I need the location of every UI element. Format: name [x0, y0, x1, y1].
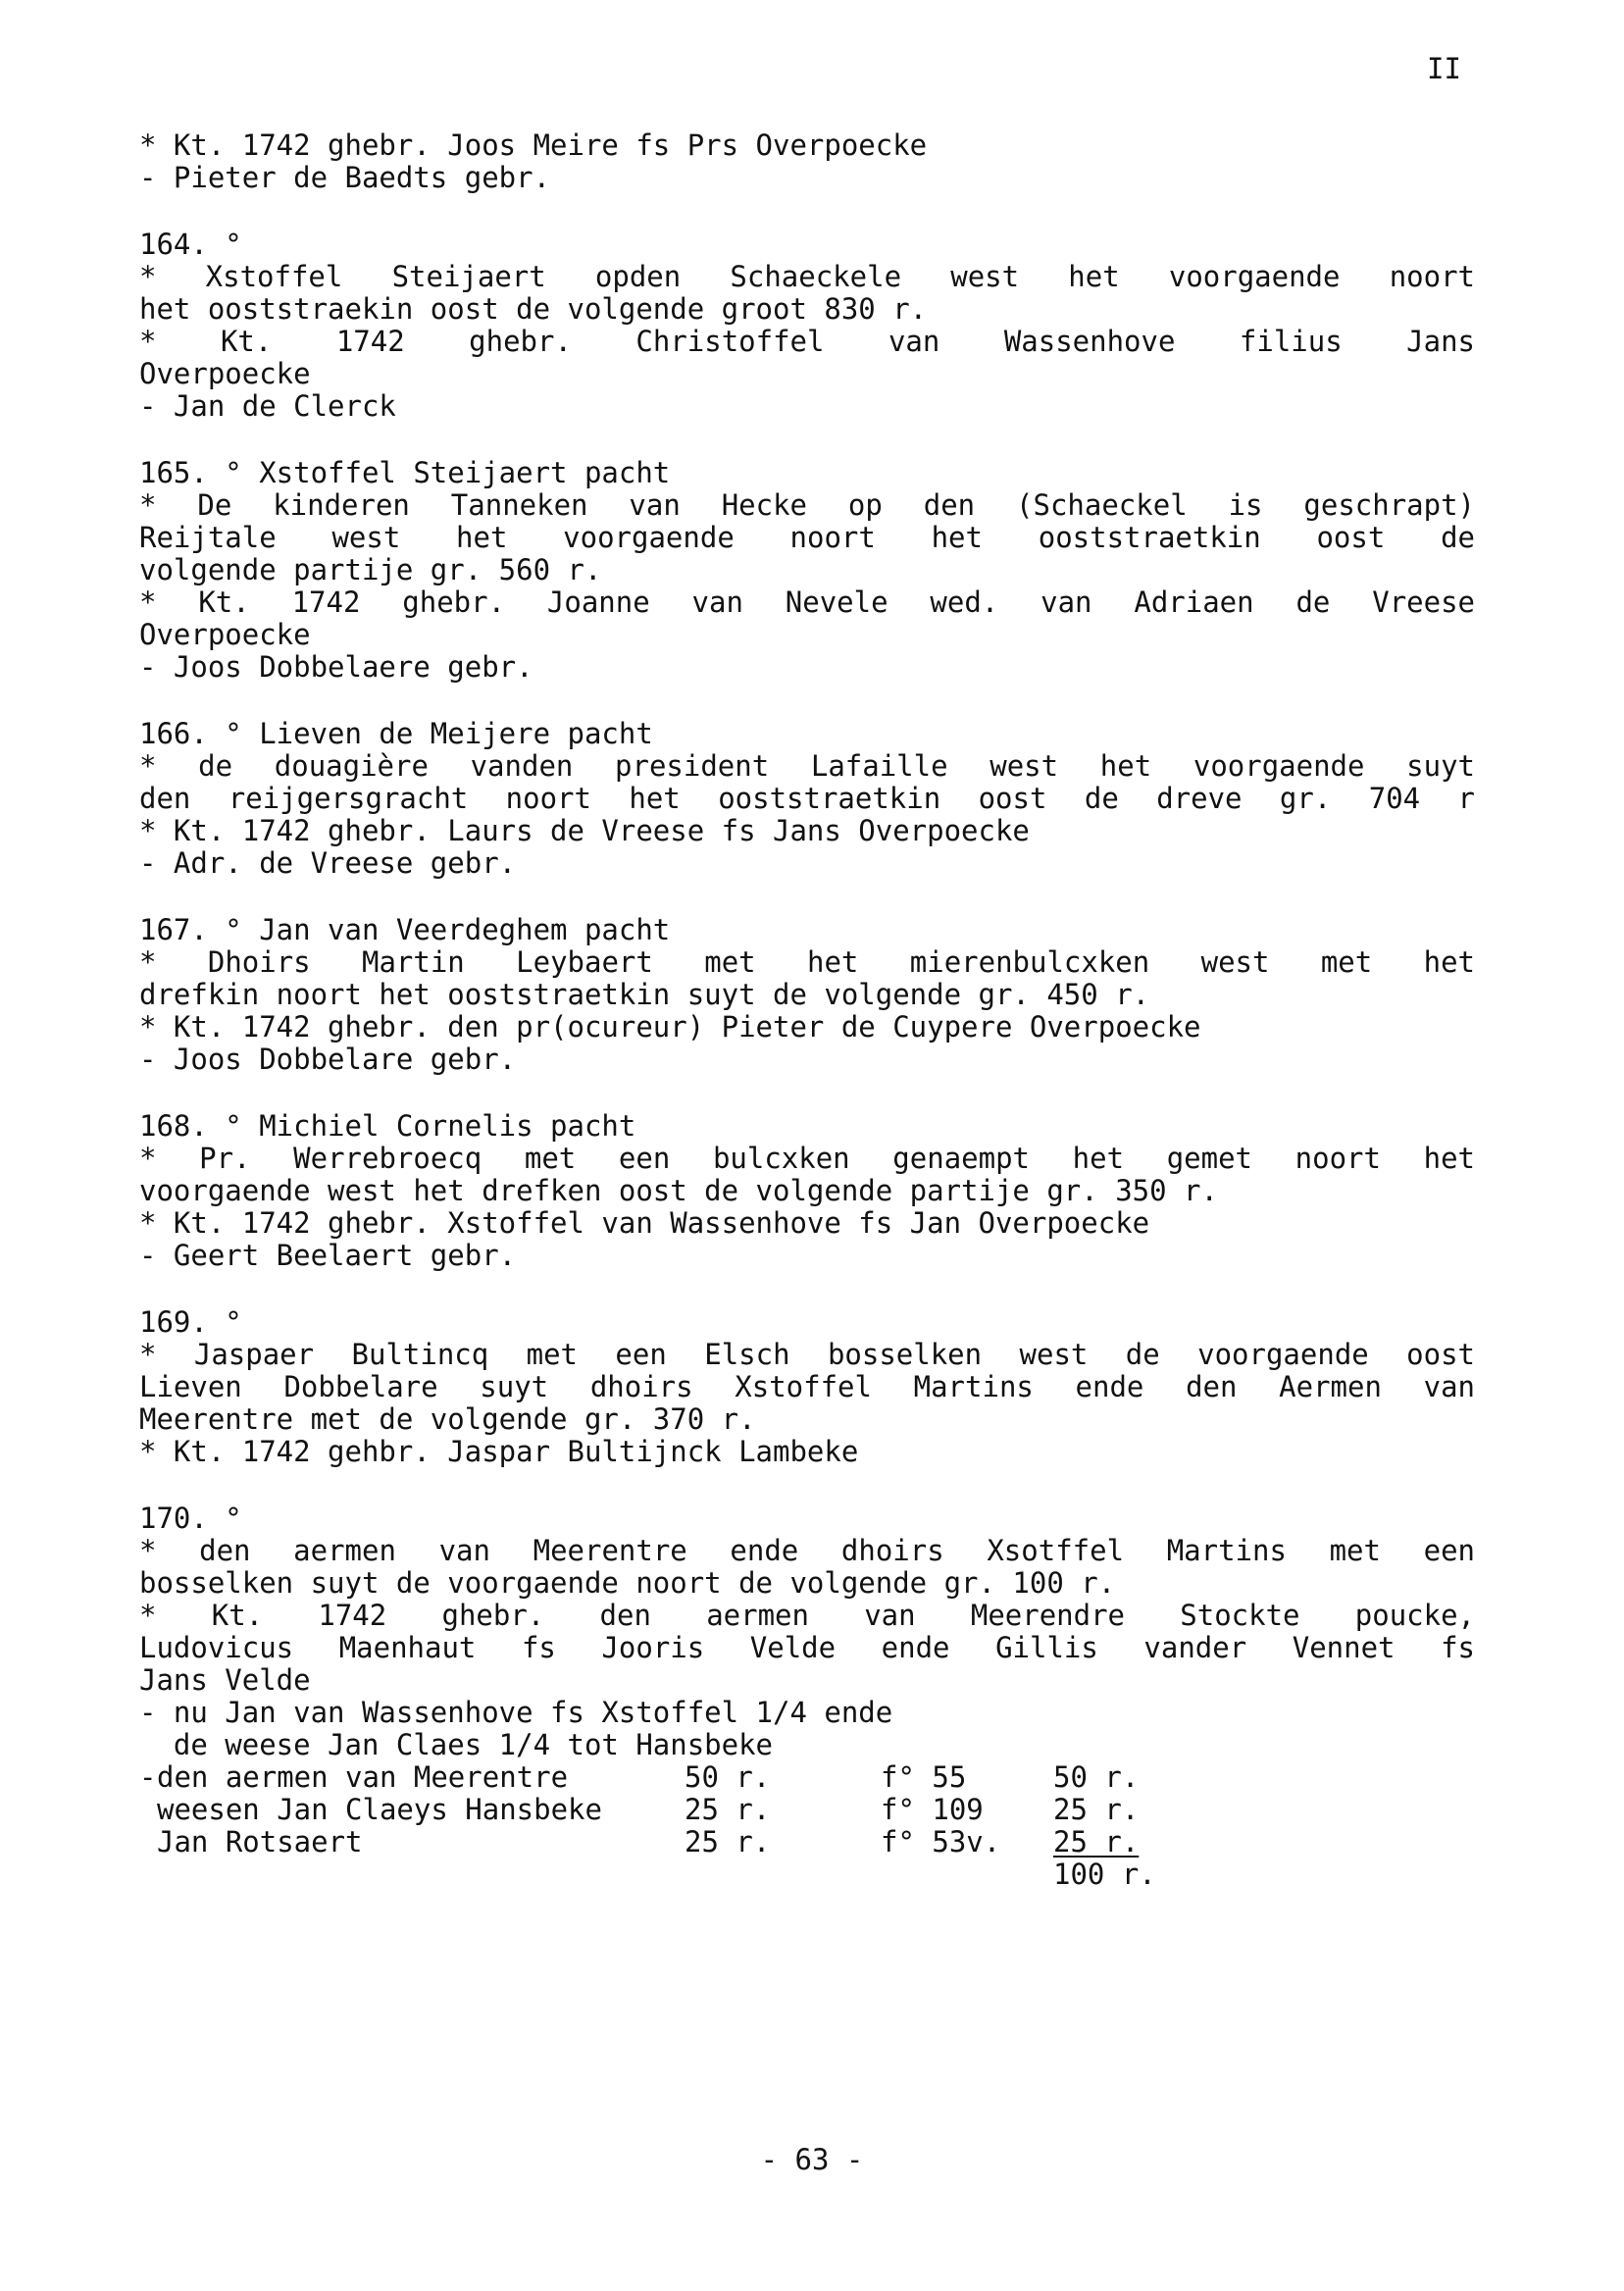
ledger-amount: 50 r. — [685, 1760, 771, 1794]
ledger-value: 25 r. — [1053, 1793, 1140, 1826]
text-line: het ooststraekin oost de volgende groot 830 r. — [139, 292, 928, 326]
text-line: 169. ° — [139, 1305, 242, 1339]
text-line: - Pieter de Baedts gebr. — [139, 161, 551, 194]
text-line: * Dhoirs Martin Leybaert met het mierenbulcxken west met het — [139, 945, 1475, 979]
text-line: 166. ° Lieven de Meijere pacht — [139, 717, 653, 750]
text-line: Ludovicus Maenhaut fs Jooris Velde ende Gillis vander Vennet fs — [139, 1631, 1475, 1664]
entry-block — [139, 229, 1475, 423]
text-line: * Pr. Werrebroecq met een bulcxken genaempt het gemet noort het — [139, 1142, 1475, 1175]
text-line: Jans Velde — [139, 1663, 311, 1697]
text-line: * Kt. 1742 ghebr. Christoffel van Wassenhove filius Jans — [139, 325, 1475, 358]
entry-block — [139, 718, 1475, 880]
ledger-dash: - — [139, 1760, 157, 1794]
entry-block — [139, 914, 1475, 1076]
entry-block — [139, 1502, 1475, 1891]
text-line: Meerentre met de volgende gr. 370 r. — [139, 1402, 756, 1436]
ledger-spacer — [881, 1858, 1053, 1891]
ledger-name: Jan Rotsaert — [157, 1825, 363, 1858]
entries-list — [139, 229, 1475, 1891]
text-line: * de douagière vanden president Lafaille west het voorgaende suyt — [139, 749, 1475, 783]
ledger-spacer — [685, 1858, 881, 1891]
text-line: * Kt. 1742 gehbr. Jaspar Bultijnck Lambeke — [139, 1435, 859, 1468]
ledger-row — [139, 1826, 1475, 1858]
text-line: * Jaspaer Bultincq met een Elsch bosselken west de voorgaende oost — [139, 1338, 1475, 1371]
text-line: * den aermen van Meerentre ende dhoirs Xsotffel Martins met een — [139, 1534, 1475, 1567]
page-number: - 63 - — [760, 2143, 864, 2176]
text-line: - Adr. de Vreese gebr. — [139, 846, 517, 880]
text-line: 167. ° Jan van Veerdeghem pacht — [139, 913, 671, 946]
text-line: * Kt. 1742 ghebr. den aermen van Meerendre Stockte poucke, — [139, 1599, 1475, 1632]
ledger-row — [139, 1761, 1475, 1794]
ledger-row — [139, 1794, 1475, 1826]
text-line: * Kt. 1742 ghebr. Xstoffel van Wassenhove fs Jan Overpoecke — [139, 1206, 1150, 1240]
ledger-dash — [139, 1794, 157, 1826]
text-line: - Geert Beelaert gebr. — [139, 1239, 517, 1272]
text-line: bosselken suyt de voorgaende noort de volgende gr. 100 r. — [139, 1566, 1116, 1600]
ledger-folio-ref: f° 55 — [881, 1760, 967, 1794]
text-line: - nu Jan van Wassenhove fs Xstoffel 1/4 ende — [139, 1696, 893, 1729]
page-mark: II — [1427, 52, 1461, 85]
ledger-total: 100 r. — [1053, 1858, 1156, 1891]
text-line: * Kt. 1742 ghebr. Laurs de Vreese fs Jans Overpoecke — [139, 814, 1030, 847]
text-line: Overpoecke — [139, 618, 311, 651]
text-line: * Xstoffel Steijaert opden Schaeckele west het voorgaende noort — [139, 260, 1475, 293]
text-line: voorgaende west het drefken oost de volgende partije gr. 350 r. — [139, 1174, 1218, 1207]
intro-block — [139, 129, 1475, 194]
ledger-folio-ref: f° 53v. — [881, 1825, 1001, 1858]
entry-block — [139, 1306, 1475, 1468]
ledger-name: weesen Jan Claeys Hansbeke — [157, 1793, 602, 1826]
ledger-name: den aermen van Meerentre — [157, 1760, 569, 1794]
text-line: 165. ° Xstoffel Steijaert pacht — [139, 456, 671, 489]
ledger-spacer — [157, 1858, 685, 1891]
text-line: 164. ° — [139, 228, 242, 261]
text-line: - Joos Dobbelaere gebr. — [139, 650, 533, 684]
text-line: Lieven Dobbelare suyt dhoirs Xstoffel Martins ende den Aermen van — [139, 1370, 1475, 1403]
ledger-dash — [139, 1826, 157, 1858]
text-line: de weese Jan Claes 1/4 tot Hansbeke — [139, 1728, 774, 1761]
text-line: - Joos Dobbelare gebr. — [139, 1043, 517, 1076]
text-line: * Kt. 1742 ghebr. Joanne van Nevele wed. van Adriaen de Vreese — [139, 585, 1475, 619]
ledger-total-row — [139, 1858, 1475, 1891]
ledger-folio-ref: f° 109 — [881, 1793, 984, 1826]
document-body — [139, 129, 1475, 1925]
text-line: drefkin noort het ooststraetkin suyt de volgende gr. 450 r. — [139, 978, 1150, 1011]
text-line: 170. ° — [139, 1502, 242, 1535]
entry-block — [139, 1110, 1475, 1272]
text-line: - Jan de Clerck — [139, 389, 396, 423]
text-line: * Kt. 1742 ghebr. Joos Meire fs Prs Overpoecke — [139, 128, 928, 162]
text-line: 168. ° Michiel Cornelis pacht — [139, 1109, 636, 1143]
ledger-value: 25 r. — [1053, 1825, 1140, 1858]
text-line: Overpoecke — [139, 357, 311, 390]
text-line: * De kinderen Tanneken van Hecke op den (Schaeckel is geschrapt) — [139, 488, 1475, 522]
ledger-value: 50 r. — [1053, 1760, 1140, 1794]
text-line: volgende partije gr. 560 r. — [139, 553, 602, 586]
ledger-amount: 25 r. — [685, 1825, 771, 1858]
text-line: * Kt. 1742 ghebr. den pr(ocureur) Pieter de Cuypere Overpoecke — [139, 1010, 1201, 1044]
entry-block — [139, 457, 1475, 684]
text-line: den reijgersgracht noort het ooststraetkin oost de dreve gr. 704 r — [139, 782, 1475, 815]
ledger-spacer — [139, 1858, 157, 1891]
ledger-amount: 25 r. — [685, 1793, 771, 1826]
text-line: Reijtale west het voorgaende noort het ooststraetkin oost de — [139, 521, 1475, 554]
